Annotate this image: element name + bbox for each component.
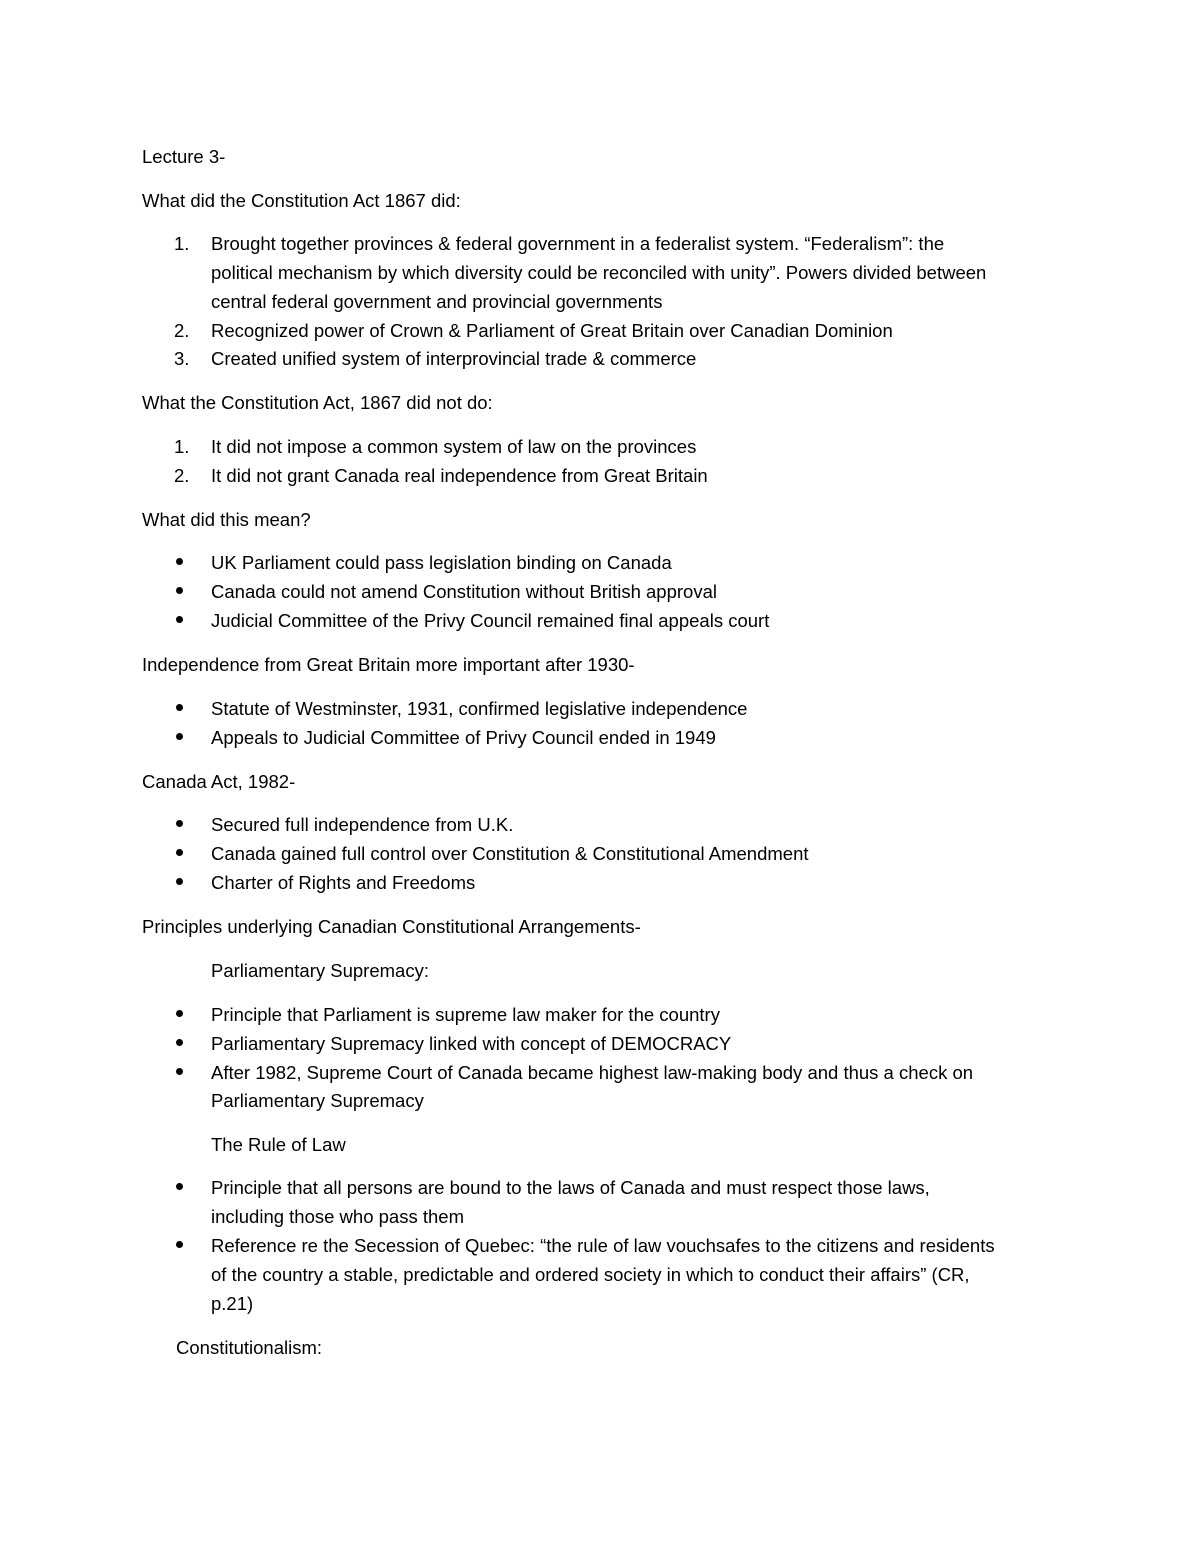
bullet-dot [176,1183,183,1190]
section-heading: Canada Act, 1982- [142,771,296,792]
bullet-dot [176,558,183,565]
section-heading: What did the Constitution Act 1867 did: [142,190,461,211]
list-number: 2. [174,465,190,486]
bullet-dot [176,1039,183,1046]
bullet-item-text: Principle that all persons are bound to the laws of Canada and must respect those laws, [211,1177,930,1198]
bullet-dot [176,733,183,740]
section-heading: What the Constitution Act, 1867 did not do: [142,392,493,413]
bullet-item-text: Reference re the Secession of Quebec: “the rule of law vouchsafes to the citizens and residents [211,1235,995,1256]
bullet-dot [176,820,183,827]
list-item-text: central federal government and provincial governments [211,291,663,312]
list-number: 1. [174,233,190,254]
bullet-dot [176,704,183,711]
bullet-dot [176,1010,183,1017]
bullet-dot [176,616,183,623]
list-number: 1. [174,436,190,457]
bullet-item-text: Canada gained full control over Constitution & Constitutional Amendment [211,843,809,864]
bullet-item-text: After 1982, Supreme Court of Canada became highest law-making body and thus a check on [211,1062,974,1083]
bullet-dot [176,587,183,594]
subsection-heading: Constitutionalism: [176,1337,323,1358]
bullet-item-text: Charter of Rights and Freedoms [211,872,476,893]
bullet-dot [176,1068,183,1075]
subsection-heading: The Rule of Law [211,1134,346,1155]
lecture-title: Lecture 3- [142,146,226,167]
list-item-text: political mechanism by which diversity could be reconciled with unity”. Powers divided between [211,262,987,283]
section-heading: Independence from Great Britain more important after 1930- [142,654,635,675]
section-heading: What did this mean? [142,509,311,530]
bullet-item-text: Secured full independence from U.K. [211,814,514,835]
section-heading: Principles underlying Canadian Constitutional Arrangements- [142,916,641,937]
bullet-dot [176,1241,183,1248]
list-item-text: It did not impose a common system of law on the provinces [211,436,697,457]
bullet-item-text: including those who pass them [211,1206,464,1227]
list-item-text: Created unified system of interprovincial trade & commerce [211,348,697,369]
list-number: 2. [174,320,190,341]
bullet-item-text: p.21) [211,1293,254,1314]
bullet-item-text: Judicial Committee of the Privy Council remained final appeals court [211,610,770,631]
bullet-item-text: Statute of Westminster, 1931, confirmed legislative independence [211,698,748,719]
bullet-item-text: Appeals to Judicial Committee of Privy Council ended in 1949 [211,727,716,748]
bullet-dot [176,878,183,885]
bullet-item-text: Principle that Parliament is supreme law maker for the country [211,1004,720,1025]
list-item-text: Recognized power of Crown & Parliament of Great Britain over Canadian Dominion [211,320,893,341]
subsection-heading: Parliamentary Supremacy: [211,960,429,981]
list-item-text: Brought together provinces & federal government in a federalist system. “Federalism”: the [211,233,945,254]
bullet-dot [176,849,183,856]
list-number: 3. [174,348,190,369]
list-item-text: It did not grant Canada real independence from Great Britain [211,465,708,486]
bullet-item-text: Parliamentary Supremacy linked with concept of DEMOCRACY [211,1033,732,1054]
bullet-item-text: UK Parliament could pass legislation binding on Canada [211,552,672,573]
bullet-item-text: Canada could not amend Constitution without British approval [211,581,717,602]
bullet-item-text: Parliamentary Supremacy [211,1090,424,1111]
bullet-item-text: of the country a stable, predictable and ordered society in which to conduct their affairs” (CR, [211,1264,970,1285]
